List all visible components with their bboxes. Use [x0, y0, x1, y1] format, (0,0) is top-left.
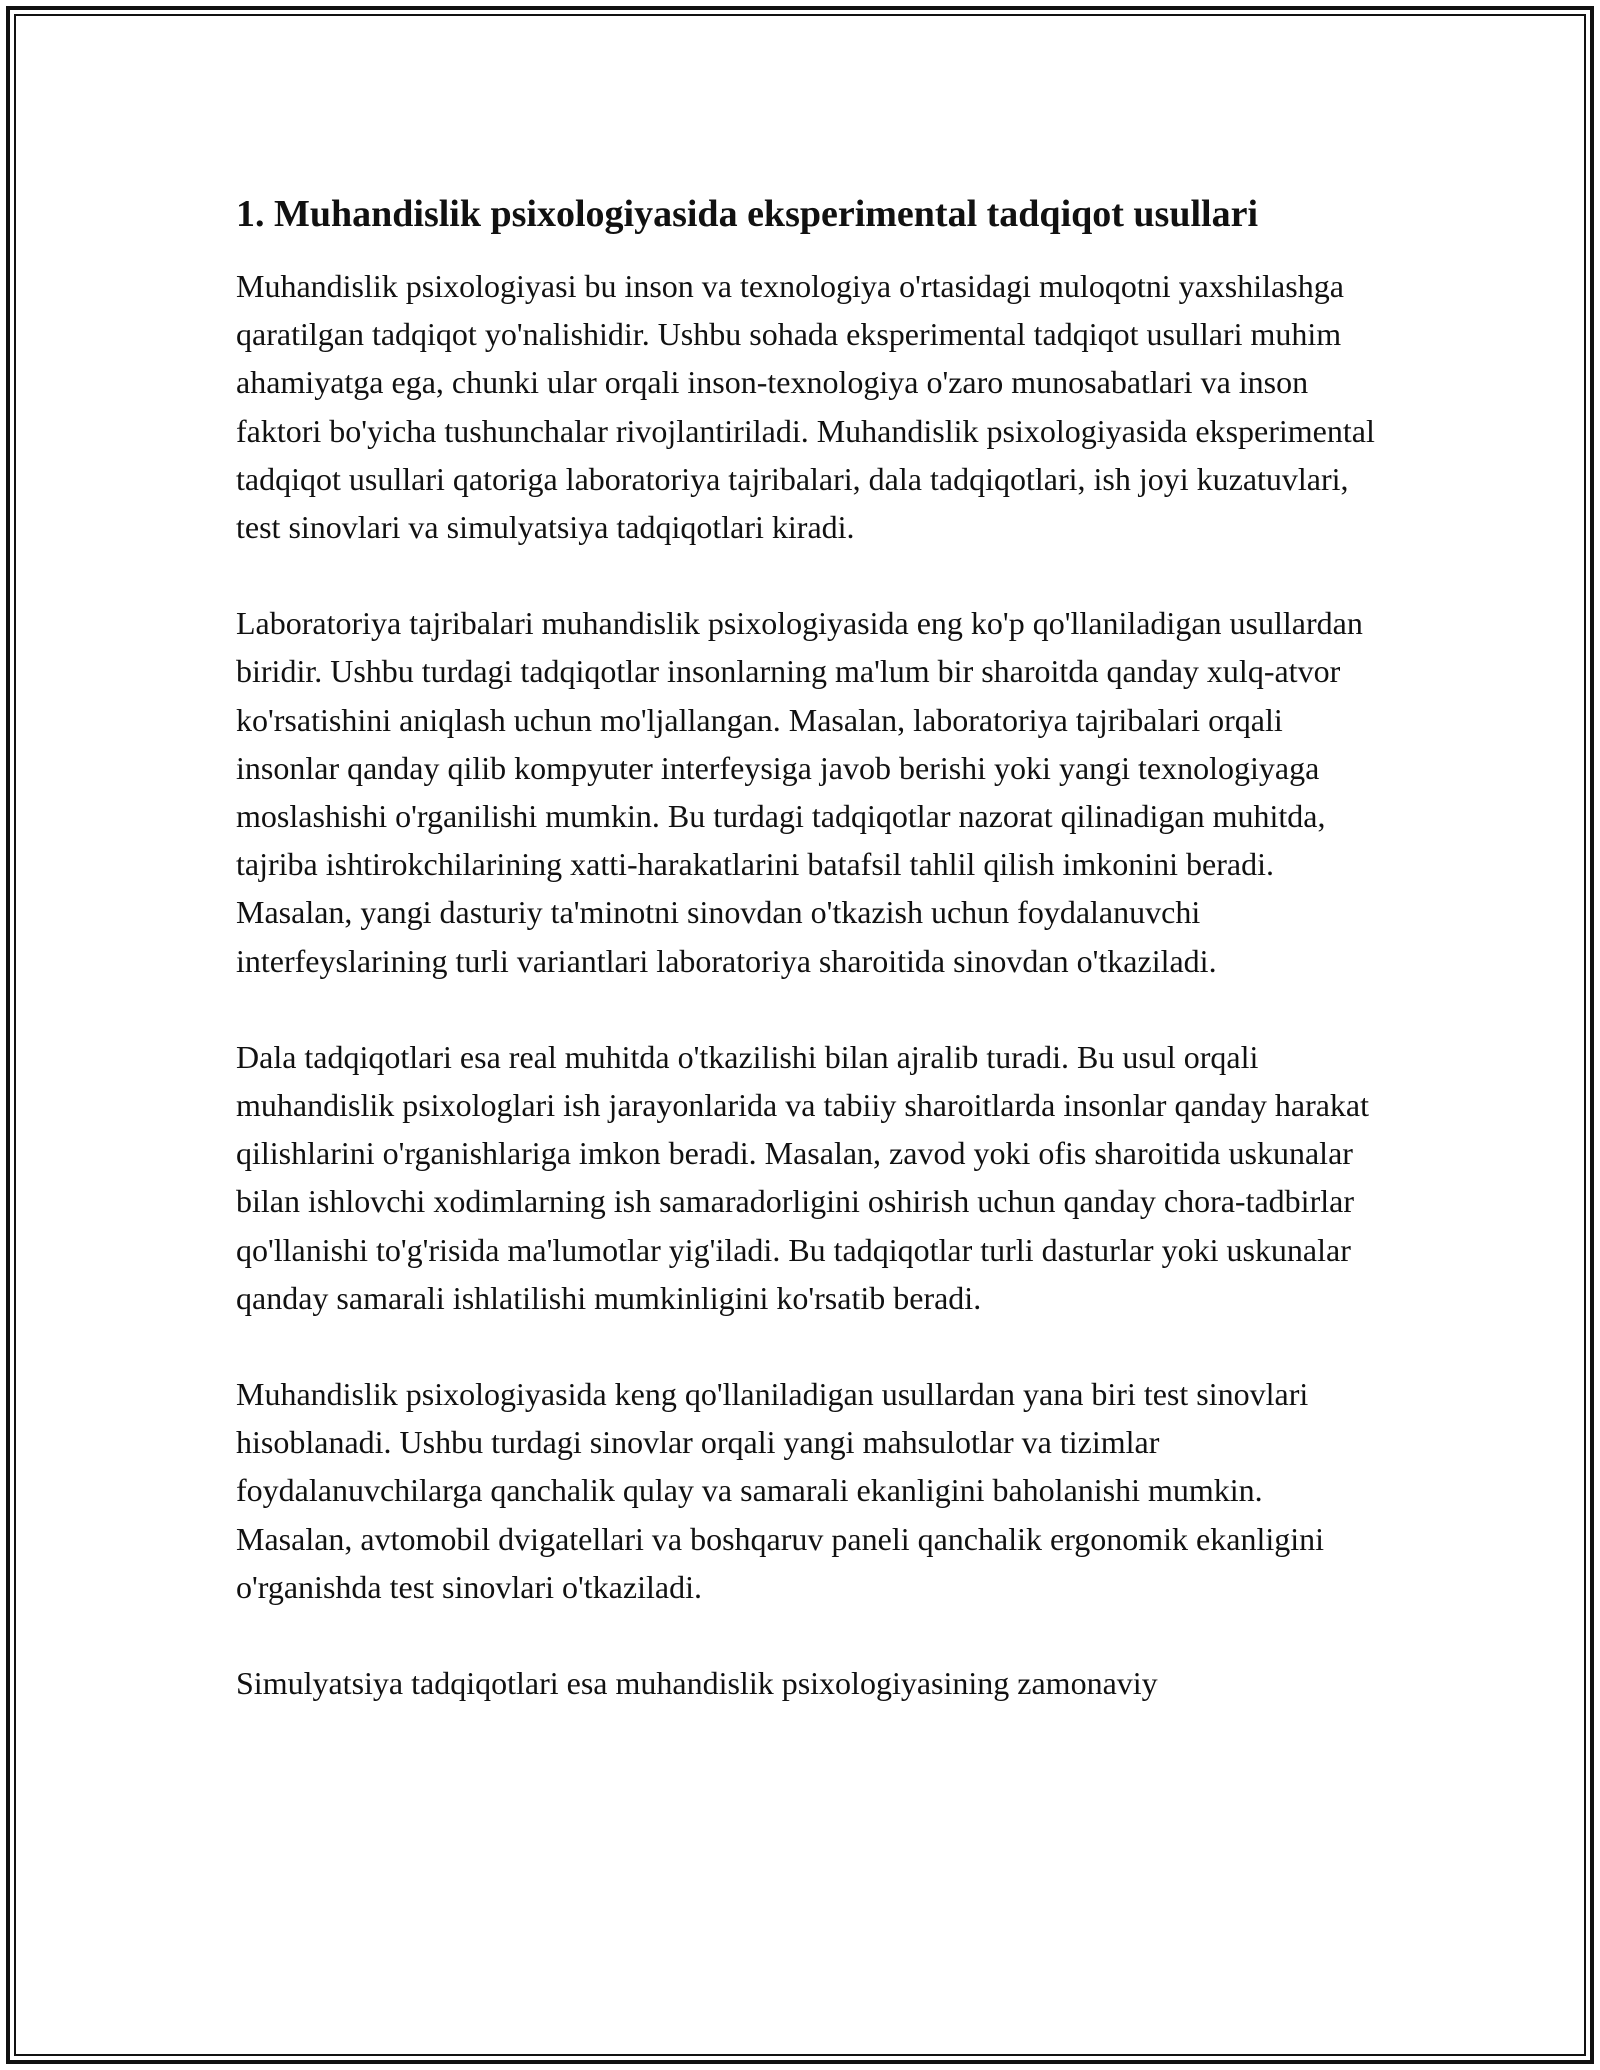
paragraph-test-trials: Muhandislik psixologiyasida keng qo'llaniladigan usullardan yana biri test sinovlari hisoblanadi. Ushbu turdagi sinovlar orqali yangi mahsulotlar va tizimlar foydalanuvchilarga qanchalik qulay va samarali ekanligini baholanishi mumkin. Masalan, avtomobil dvigatellari va boshqaruv paneli qanchalik ergonomik ekanligini o'rganishda test sinovlari o'tkaziladi.: [236, 1376, 1325, 1605]
paragraph-field-research: Dala tadqiqotlari esa real muhitda o'tkazilishi bilan ajralib turadi. Bu usul orqali muhandislik psixologlari ish jarayonlarida va tabiiy sharoitlarda insonlar qanday harakat qilishlarini o'rganishlariga imkon beradi. Masalan, zavod yoki ofis sharoitida uskunalar bilan ishlovchi xodimlarning ish samaradorligini oshirish uchun qanday chora-tadbirlar qo'llanishi to'g'risida ma'lumotlar yig'iladi. Bu tadqiqotlar turli dasturlar yoki uskunalar qanday samarali ishlatilishi mumkinligini ko'rsatib beradi.: [236, 1038, 1370, 1316]
section-heading: 1. Muhandislik psixologiyasida eksperimental tadqiqot usullari: [236, 193, 1259, 235]
paragraph-intro: Muhandislik psixologiyasi bu inson va texnologiya o'rtasidagi muloqotni yaxshilashga qaratilgan tadqiqot yo'nalishidir. Ushbu sohada eksperimental tadqiqot usullari muhim ahamiyatga ega, chunki ular orqali inson-texnologiya o'zaro munosabatlari va inson faktori bo'yicha tushunchalar rivojlantiriladi. Muhandislik psixologiyasida eksperimental tadqiqot usullari qatoriga laboratoriya tajribalari, dala tadqiqotlari, ish joyi kuzatuvlari, test sinovlari va simulyatsiya tadqiqotlari kiradi.: [236, 268, 1375, 546]
paragraph-simulation-research: Simulyatsiya tadqiqotlari esa muhandislik psixologiyasining zamonaviy: [236, 1665, 1158, 1702]
paragraph-laboratory-experiments: Laboratoriya tajribalari muhandislik psixologiyasida eng ko'p qo'llaniladigan usullardan biridir. Ushbu turdagi tadqiqotlar insonlarning ma'lum bir sharoitda qanday xulq-atvor ko'rsatishini aniqlash uchun mo'ljallangan. Masalan, laboratoriya tajribalari orqali insonlar qanday qilib kompyuter interfeysiga javob berishi yoki yangi texnologiyaga moslashishi o'rganilishi mumkin. Bu turdagi tadqiqotlar nazorat qilinadigan muhitda, tajriba ishtirokchilarining xatti-harakatlarini batafsil tahlil qilish imkonini beradi. Masalan, yangi dasturiy ta'minotni sinovdan o'tkazish uchun foydalanuvchi interfeyslarining turli variantlari laboratoriya sharoitida sinovdan o'tkaziladi.: [236, 605, 1363, 979]
document-body: [236, 186, 1376, 1755]
